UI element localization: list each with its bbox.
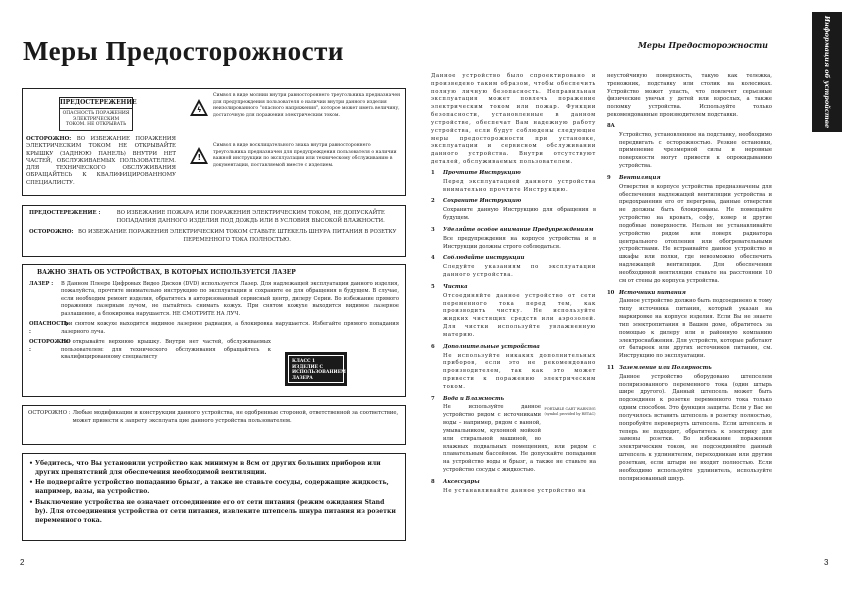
side-tab xyxy=(812,12,842,132)
section-text: Все предупреждения на корпусе устройства и в Инструкции должны строго соблюдаться. xyxy=(443,235,596,250)
page-title: Меры Предосторожности xyxy=(23,36,344,66)
section-heading: 5 Чистка xyxy=(431,283,468,290)
section-heading: 9 Вентиляция xyxy=(607,174,661,181)
side-tab-label: Информация об устройстве xyxy=(823,15,831,129)
caution-row-text: ВО ИЗБЕЖАНИЕ ПОЖАРА ИЛИ ПОРАЖЕНИЯ ЭЛЕКТРИЧЕСКИМ ТОКОМ, НЕ ДОПУСКАЙТЕ ПОПАДАНИЯ ДАННОГО ИЗДЕЛИЯ ПОД ДОЖДЬ ИЛИ В УСЛОВИЯ ВЫСОКОЙ ВЛАЖНОСТИ. xyxy=(116,210,385,224)
caution-row xyxy=(29,210,399,226)
section-heading: 11 Заземление или Полярность xyxy=(607,364,712,371)
bullet-item: • Выключение устройства не означает отсоединение его от сети питания (режим ожидания Stand by). Для отсоединения устройства от сети питания, извлеките штепсель шнура питания из розетки переменного тока. xyxy=(29,498,396,524)
laser-text: В Данном Плеере Цифровых Видео Дисков (DVD) используется Лазер. Для надлежащей эксплуатации данного изделия, пожалуйста, прочтите внимательно инструкцию по эксплуатации и сохраните ее для обращения в будущем. В случае, если необходим ремонт изделия, обратитесь в авторизованный сервисный центр, дилеру Серии. Во избежание прямого поражения лазерным лучом, не пытайтесь снимать кожух. При снятом кожухе выходится видимое лазерное разлашение, а блокировка нарушается. НЕ СМОТРИТЕ НА ЛУЧ. xyxy=(61,280,399,317)
section-heading: 4 Соблюдайте инструкции xyxy=(431,255,525,262)
section-text: Перед эксплуатацией данного устройства внимательно прочтите Инструкцию. xyxy=(443,178,596,193)
section-text: Не используйте никаких дополнительных приборов, если это не рекомендовано производителем, так как это может привести к поражению электрическим током. xyxy=(443,352,596,390)
page-number: 2 xyxy=(20,558,25,567)
section-text: Отсоединяйте данное устройство от сети переменного тока перед тем, как производить чистку. Не используйте жидких чистящих средств или аэрозолей. Для чистки используйте увлажненную материю. xyxy=(443,292,596,338)
running-head: Меры Предосторожности xyxy=(638,40,768,50)
section-text: Не устанавливайте данное устройство на xyxy=(443,487,587,494)
laser-info-box xyxy=(22,264,406,397)
class1-laser-label-text: КЛАСС 1 ИЗДЕЛИЕ С ИСПОЛЬЗОВАНИЕМ ЛАЗЕРА xyxy=(288,355,344,383)
caution-row-label: ПРЕДОСТЕРЕЖЕНИЕ : xyxy=(29,210,101,216)
danger-label: ОПАСНОСТЬ : xyxy=(29,321,69,335)
section-text: Следуйте указаниям по эксплуатации данного устройства. xyxy=(443,264,596,279)
section-text: Устройство, установленное на подставку, необходимо передвигать с осторожностью. Резкие остановки, применение чрезмерной силы и неровные поверхности могут привести к опрокидыванию устройства. xyxy=(619,131,772,170)
section-heading: 7 Вода и Влажность xyxy=(431,395,505,402)
section-heading: 6 Дополнительные устройства xyxy=(431,343,540,350)
careful-label: ОСТОРОЖНО : xyxy=(29,339,71,353)
section-heading: 3 Уделяйте особое внимание Предупреждениям xyxy=(431,226,594,233)
continued-paragraph: неустойчивую поверхность, такую как тележка, треножник, подставку или столик на колесиках. Устройство может упасть, что повлечет серьезные физические увечья у детей или взрослых, а также поломку устройства. Используйте только рекомендованные производителем подставки. xyxy=(607,73,772,119)
section-heading: 10 Источники питания xyxy=(607,289,686,296)
text-column-1 xyxy=(431,73,596,500)
exclamation-symbol-description: Символ в виде восклицательного знака внутри равностороннего треугольника предназначен для предупреждения пользователя о наличии важной инструкции по эксплуатации или техническому обслуживанию в документации, поставляемой вместе с изделием. xyxy=(213,143,397,168)
caution-label-line: ТОКОМ. НЕ ОТКРЫВАТЬ xyxy=(65,122,127,128)
section-text: Сохраните данную Инструкцию для обращения в будущем. xyxy=(443,207,596,222)
plug-warning-row xyxy=(29,229,399,245)
laser-section-title: ВАЖНО ЗНАТЬ ОБ УСТРОЙСТВАХ, В КОТОРЫХ ИСПОЛЬЗУЕТСЯ ЛАЗЕР xyxy=(37,269,296,276)
section-heading: 8A xyxy=(607,122,615,129)
lightning-symbol-description: Символ в виде молнии внутри равностороннего треугольника предназначен для предупреждения пользователя о наличии внутри данного изделия неизолированного "опасного напряжения", которое может иметь величину, достаточную для поражения электрическим током. xyxy=(213,93,401,118)
cart-warning-figure: PORTABLE CART WARNING (symbol provided by RETAC) xyxy=(544,407,596,417)
warning-text: ВО ИЗБЕЖАНИЕ ПОРАЖЕНИЯ ЭЛЕКТРИЧЕСКИМ ТОКОМ НЕ ОТКРЫВАЙТЕ КРЫШКУ (ЗАДНЮЮ ПАНЕЛЬ) ВНУТРИ НЕТ ЧАСТЕЙ, ОБСЛУЖИВАЕМЫХ ПОЛЬЗОВАТЕЛЕМ. ДЛЯ ТЕХНИЧЕСКОГО ОБСЛУЖИВАНИЯ ОБРАЩАЙТЕСЬ К КВАЛИФИЦИРОВАННОМУ СПЕЦИАЛИСТУ. xyxy=(26,136,176,186)
warning-label: ОСТОРОЖНО: xyxy=(26,136,72,142)
bullet-item: • Не подвергайте устройство попаданию брызг, а также не ставьте сосуды, содержащие жидкость, например, вазы, на устройство. xyxy=(29,479,389,496)
section-text-wrap xyxy=(431,404,596,474)
plug-warning-label: ОСТОРОЖНО: xyxy=(29,228,74,235)
danger-text: При снятом кожухе выходится видимое лазерное радиация, а блокировка нарушается. Избегайте прямого попадания лазерного луча. xyxy=(61,321,399,335)
caution-label-title: ПРЕДОСТЕРЕЖЕНИЕ xyxy=(60,99,132,109)
intro-paragraph: Данное устройство было спроектировано и произведено таким образом, чтобы обеспечить полную личную безопасность. Неправильная эксплуатация может повлечь поражение электрическим током или пожар. Функции безопасности, установленные в данном устройстве, обеспечат Вам надежную работу устройства, если будут соблюдены следующие меры предосторожности при установке, эксплуатации и сервисном обслуживании данного устройства. Внутри отсутствуют деталей, обслуживаемых пользователем. xyxy=(431,73,596,166)
important-bullets-box xyxy=(22,453,406,541)
fire-warning-box xyxy=(22,205,406,257)
section-text: Данное устройство оборудовано штепселем поляризованного переменного тока (один штырь шире другого). Данный штепсель может быть подсоединен к розетке переменного тока только одним способом. Это функция защиты. Если у Вас не получилось вставить штепсель в розетку полностью, попробуйте перевернуть штепсель. Если штепсель и теперь не подходит, обратитесь к электрику для замены розетки. Во избежание поражения электрическим током, не подсоединяйте данный штепсель к удлинителям, переходникам или другим розеткам, если штыри не входят полностью. Если необходимо используйте удлинитель, используйте поляризованный шнур. xyxy=(619,373,772,482)
modifications-text: Любые модификации и конструкции данного устройства, не одобренные стороной, ответственной за соответствие, может привести к запрету эксплуата цие данного устройства пользователем. xyxy=(72,410,399,424)
section-heading: 2 Сохраните Инструкцию xyxy=(431,198,522,205)
exclamation-triangle-icon: ! xyxy=(190,147,208,164)
section-heading: 1 Прочтите Инструкцию xyxy=(431,169,521,176)
danger-row xyxy=(29,321,399,336)
caution-label-line: ОПАСНОСТЬ ПОРАЖЕНИЯ xyxy=(62,110,130,116)
right-page xyxy=(421,0,842,595)
laser-row xyxy=(29,281,399,319)
shock-warning-text xyxy=(26,136,176,187)
caution-label-line: ЭЛЕКТРИЧЕСКИМ xyxy=(72,116,120,122)
modifications-warning-box xyxy=(22,405,406,445)
caution-label xyxy=(59,97,137,131)
section-text: Не используйте данное устройство рядом с источниками воды – например, рядом с ванной, умывальником, кухонной мойкой или стиральной машиной, во влажных подвальных помещениях, или рядом с плавательным бассейном. Не допускайте попадания на устройство воды и брызг, а также не ставьте на устройство сосуды с жидкостью. xyxy=(443,404,596,474)
lightning-triangle-icon: ϟ xyxy=(190,99,208,116)
bullet-item: • Убедитесь, что Вы установили устройство как минимум в 8см от других больших приборов или других препятствий для обеспечения необходимой вентиляции. xyxy=(29,460,381,477)
careful-text: Не открывайте верхнюю крышку. Внутри нет частей, обслуживаемых пользователем: для технического обслуживания обращайтесь к квалифицированному специалисту xyxy=(61,339,271,361)
text-column-2 xyxy=(607,73,772,487)
modifications-label: ОСТОРОЖНО : xyxy=(28,410,71,416)
plug-warning-text: ВО ИЗБЕЖАНИЕ ПОРАЖЕНИЯ ЭЛЕКТРИЧЕСКИМ ТОКОМ СТАВЬТЕ ШТЕКЕЛЬ ШНУРА ПИТАНИЯ В РОЗЕТКУ ПЕРЕМЕННОГО ТОКА ПОЛНОСТЬЮ. xyxy=(78,228,397,243)
page-number: 3 xyxy=(824,558,829,567)
section-text: Отверстия в корпусе устройства предназначены для обеспечения надлежащей вентиляции устройства и предохранения его от перегрева, данные отверстия не должны быть блокированы. Не помещайте устройство на кровать, софу, ковер и другие подобные поверхности. Нельзя не устанавливайте устройство рядом или поверх радиатора центрального отопления или обогревательными устройствами. Не встраивайте данное устройство в шкафы или полки, где невозможно обеспечить надлежащей вентиляции. Для обеспечения необходимой вентиляции ставьте на расстоянии 10 см от стены до корпуса устройства. xyxy=(619,183,772,284)
safety-warning-box xyxy=(22,88,406,196)
section-text: Данное устройство должно быть подсоединено к тому типу источника питания, который указан на маркировке на корпусе изделия. Если Вы не знаете тип электропитания в Вашем доме, обратитесь за помощью к дилеру или в районную компанию электроснабжения. Для устройств, которые работают от батареек или других источников питания, см. Инструкцию по эксплуатации. xyxy=(619,298,772,360)
class1-laser-label xyxy=(285,352,347,386)
laser-label: ЛАЗЕР : xyxy=(29,280,54,287)
section-heading: 8 Аксессуары xyxy=(431,478,480,485)
